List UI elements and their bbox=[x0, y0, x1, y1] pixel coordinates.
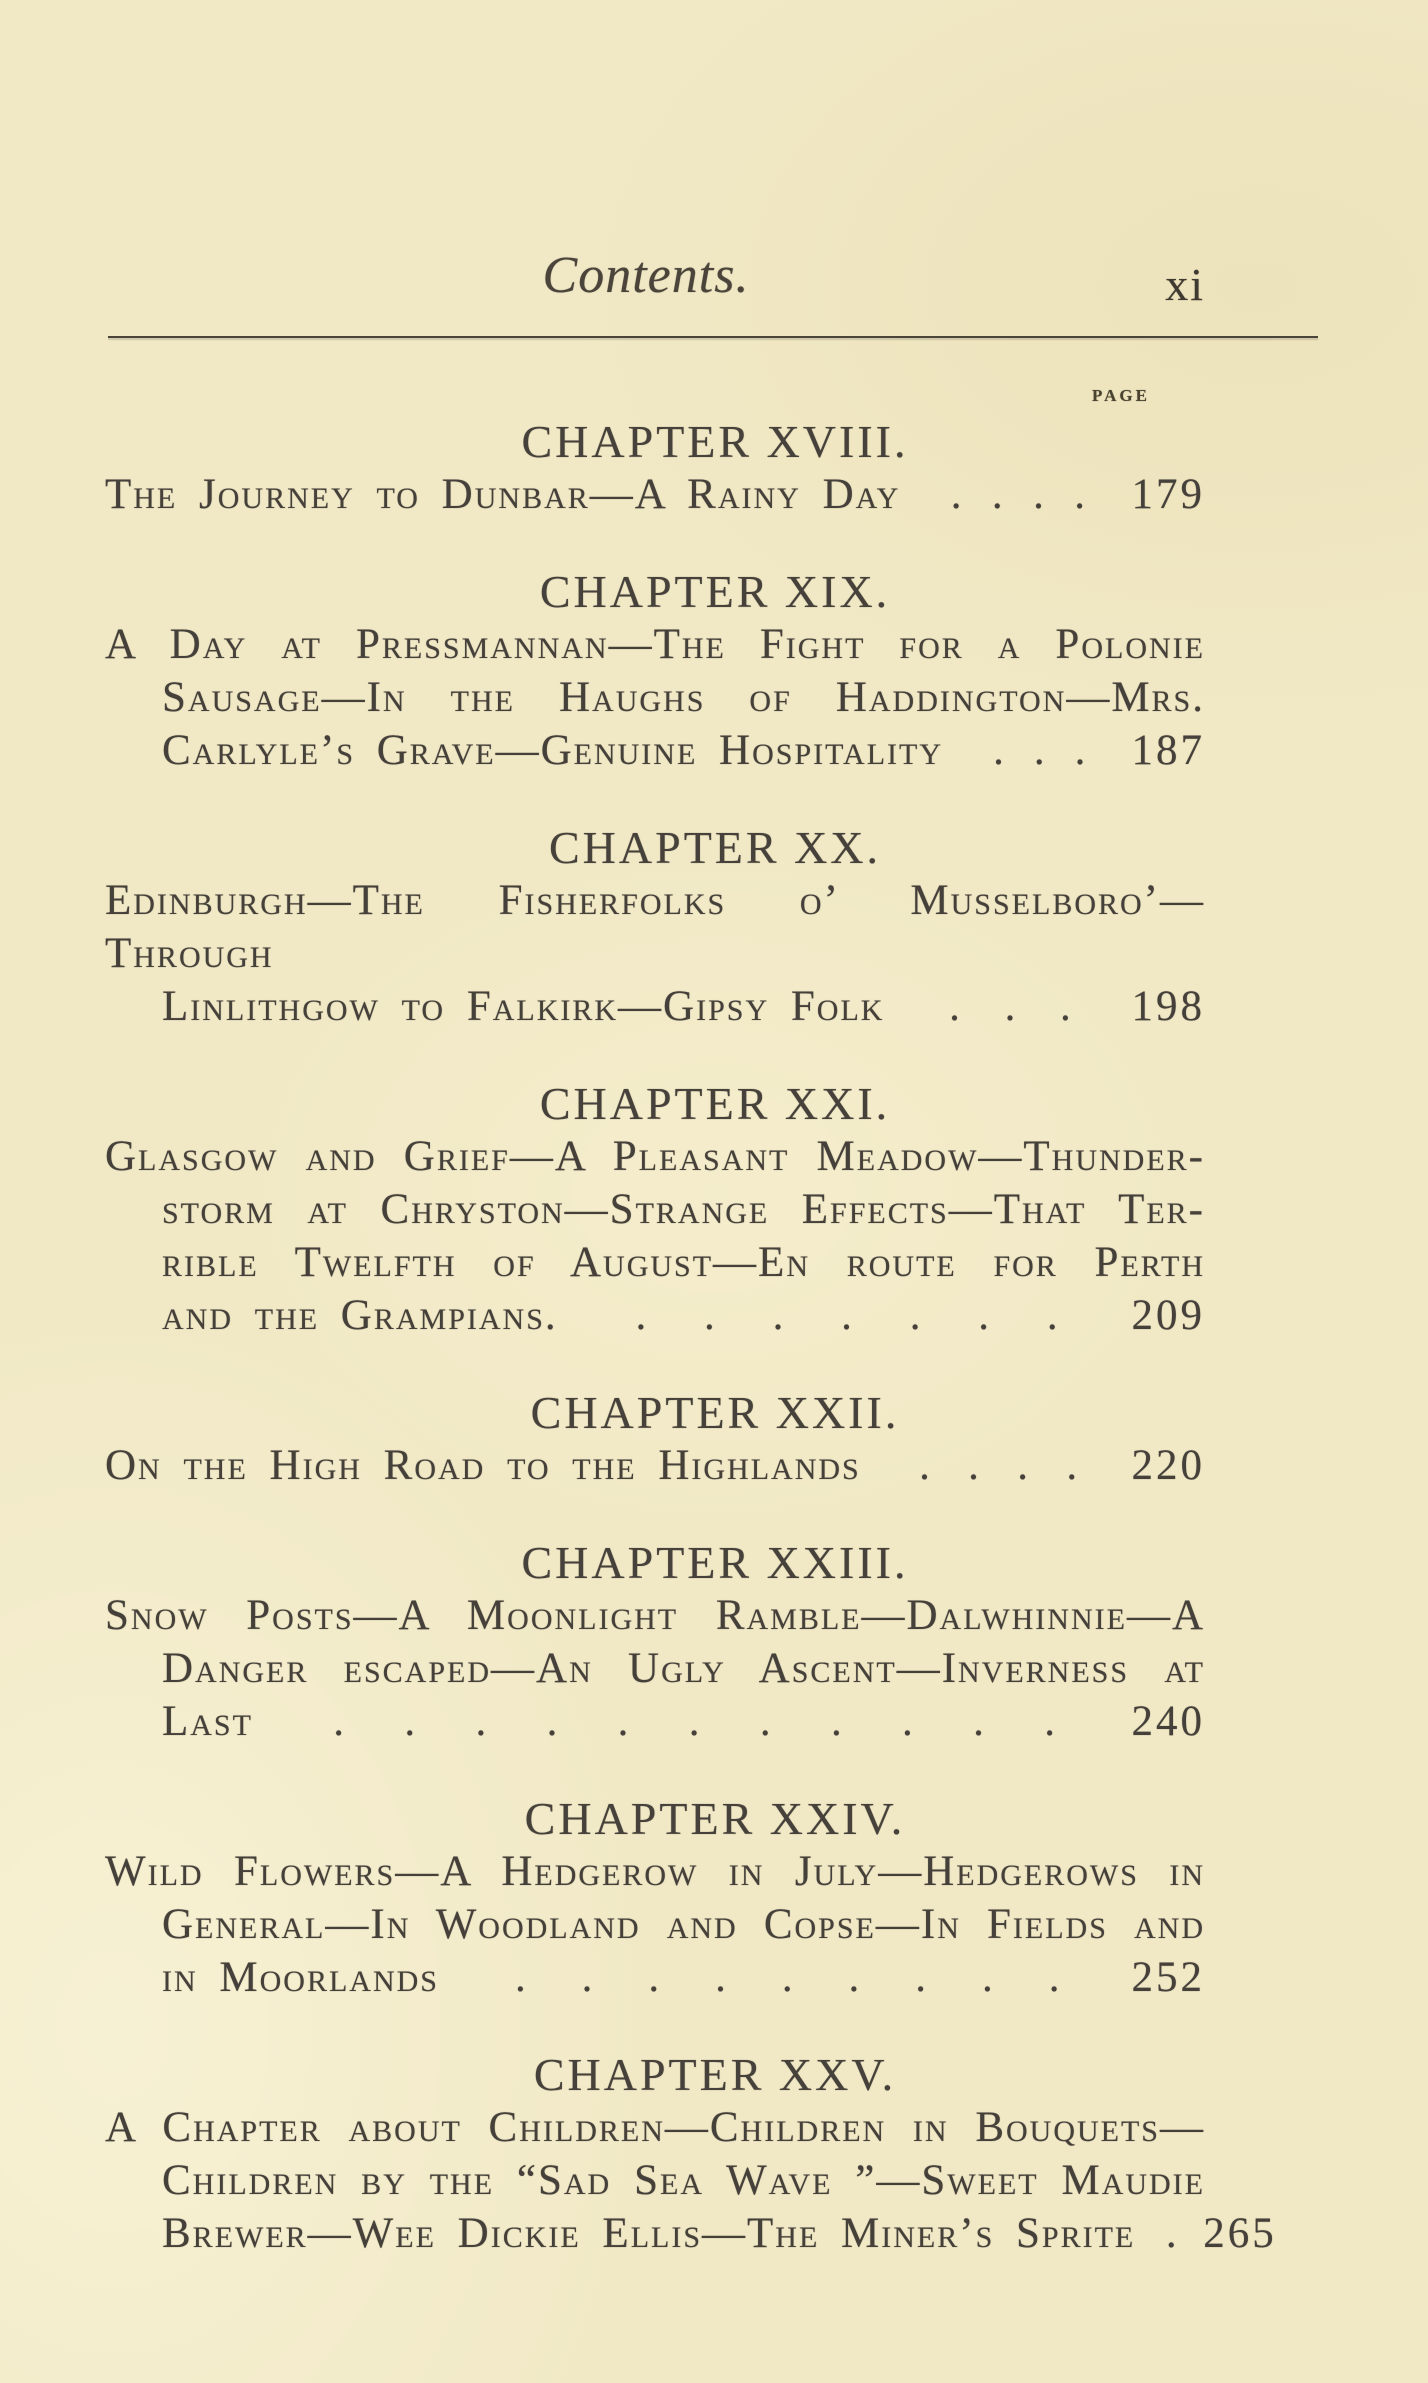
leader-dot: . bbox=[781, 1954, 795, 2001]
entry-text: A Day at Pressmannan—The Fight for a Polonie bbox=[105, 621, 1205, 668]
entry-page-number: 209 bbox=[1131, 1292, 1205, 1339]
entry-text: Last bbox=[162, 1698, 253, 1745]
page-column-label: PAGE bbox=[1092, 386, 1150, 405]
leader-dot: . bbox=[830, 1698, 844, 1745]
leader-dot: . bbox=[949, 983, 962, 1030]
entry-text: Danger escaped—An Ugly Ascent—Inverness at bbox=[162, 1645, 1205, 1692]
entry-text: General—In Woodland and Copse—In Fields and bbox=[162, 1901, 1205, 1948]
toc-entry-line bbox=[105, 1951, 1205, 2004]
leader-dot: . bbox=[1074, 727, 1088, 774]
toc-chapter bbox=[105, 1536, 1325, 1748]
leader-dot: . bbox=[333, 1698, 347, 1745]
dot-leader bbox=[943, 724, 1131, 777]
entry-text: Sausage—In the Haughs of Haddington—Mrs. bbox=[162, 674, 1205, 721]
leader-dot: . bbox=[991, 471, 1005, 518]
toc-entry-line bbox=[105, 1589, 1205, 1642]
toc-chapter bbox=[105, 1386, 1325, 1492]
chapter-heading: CHAPTER XXII. bbox=[530, 1387, 900, 1438]
entry-text: Snow Posts—A Moonlight Ramble—Dalwhinnie—A bbox=[105, 1592, 1205, 1639]
leader-dot: . bbox=[848, 1954, 862, 2001]
chapter-heading: CHAPTER XXIII. bbox=[521, 1537, 909, 1588]
leader-dot: . bbox=[993, 727, 1006, 774]
leader-dot: . bbox=[514, 1954, 528, 2001]
entry-text: Brewer—Wee Dickie Ellis—The Miner’s Sprite bbox=[162, 2210, 1136, 2257]
entry-text: Wild Flowers—A Hedgerow in July—Hedgerows in bbox=[105, 1848, 1205, 1895]
toc-entry-line bbox=[105, 874, 1205, 980]
leader-dot: . bbox=[1044, 1698, 1057, 1745]
toc-entry-line bbox=[105, 1183, 1205, 1236]
leader-dot: . bbox=[715, 1954, 728, 2001]
toc-entry-line bbox=[105, 1236, 1205, 1289]
entry-text: storm at Chryston—Strange Effects—That Ter- bbox=[162, 1186, 1205, 1233]
dot-leader bbox=[861, 1439, 1132, 1492]
leader-dot: . bbox=[617, 1698, 631, 1745]
leader-dot: . bbox=[404, 1698, 418, 1745]
entry-text: Edinburgh—The Fisherfolks o’ Musselboro’—Through bbox=[105, 877, 1205, 977]
dot-leader bbox=[1135, 2207, 1203, 2260]
leader-dot: . bbox=[688, 1698, 702, 1745]
leader-dot: . bbox=[475, 1698, 489, 1745]
entry-text: Carlyle’s Grave—Genuine Hospitality bbox=[162, 727, 944, 774]
toc-entry-line bbox=[105, 1642, 1205, 1695]
leader-dot: . bbox=[1033, 727, 1047, 774]
running-title: Contents. bbox=[542, 247, 750, 304]
folio-page-number: xi bbox=[1165, 259, 1205, 310]
leader-dot: . bbox=[1004, 983, 1018, 1030]
entry-page-number: 220 bbox=[1131, 1442, 1205, 1489]
chapter-heading: CHAPTER XVIII. bbox=[521, 416, 909, 467]
leader-dot: . bbox=[950, 471, 964, 518]
leader-dot: . bbox=[772, 1292, 786, 1339]
toc-entry-line bbox=[105, 618, 1205, 671]
leader-dot: . bbox=[1048, 1954, 1062, 2001]
leader-dot: . bbox=[1165, 2210, 1179, 2257]
dot-leader bbox=[253, 1695, 1132, 1748]
leader-dot: . bbox=[635, 1292, 649, 1339]
entry-text: Glasgow and Grief—A Pleasant Meadow—Thunder- bbox=[105, 1133, 1205, 1180]
entry-text: rible Twelfth of August—En route for Perth bbox=[162, 1239, 1205, 1286]
chapter-heading: CHAPTER XX. bbox=[548, 822, 882, 873]
leader-dot: . bbox=[704, 1292, 717, 1339]
leader-dot: . bbox=[1060, 983, 1073, 1030]
toc-entry-line bbox=[105, 671, 1205, 724]
toc-entry-line bbox=[105, 2101, 1205, 2154]
entry-page-number: 187 bbox=[1131, 727, 1205, 774]
leader-dot: . bbox=[1046, 1292, 1060, 1339]
leader-dot: . bbox=[1074, 471, 1088, 518]
chapter-heading: CHAPTER XXIV. bbox=[524, 1793, 906, 1844]
toc-entry-line bbox=[105, 2154, 1205, 2207]
entry-text: in Moorlands bbox=[162, 1954, 439, 2001]
entry-page-number: 265 bbox=[1203, 2210, 1277, 2257]
toc-chapter bbox=[105, 2048, 1325, 2260]
leader-dot: . bbox=[581, 1954, 595, 2001]
entry-text: A Chapter about Children—Children in Bouquets— bbox=[105, 2104, 1205, 2151]
chapter-heading: CHAPTER XIX. bbox=[539, 566, 891, 617]
leader-dot: . bbox=[978, 1292, 992, 1339]
toc-entry-line bbox=[105, 724, 1205, 777]
leader-dot: . bbox=[909, 1292, 923, 1339]
leader-dot: . bbox=[1017, 1442, 1031, 1489]
table-of-contents bbox=[105, 400, 1325, 2260]
entry-text: The Journey to Dunbar—A Rainy Day bbox=[105, 471, 901, 518]
toc-chapter bbox=[105, 415, 1325, 521]
leader-dot: . bbox=[841, 1292, 854, 1339]
toc-entry-line bbox=[105, 1845, 1205, 1898]
entry-text: and the Grampians. bbox=[162, 1292, 558, 1339]
leader-dot: . bbox=[1066, 1442, 1080, 1489]
leader-dot: . bbox=[919, 1442, 932, 1489]
leader-dot: . bbox=[759, 1698, 773, 1745]
toc-chapter bbox=[105, 565, 1325, 777]
toc-entry-line bbox=[105, 980, 1205, 1033]
leader-dot: . bbox=[915, 1954, 929, 2001]
header-rule bbox=[108, 336, 1318, 338]
dot-leader bbox=[439, 1951, 1132, 2004]
entry-text: Children by the “Sad Sea Wave ”—Sweet Maudie bbox=[162, 2157, 1205, 2204]
leader-dot: . bbox=[1033, 471, 1046, 518]
toc-entry-line bbox=[105, 1289, 1205, 1342]
dot-leader bbox=[900, 468, 1131, 521]
toc-entry-line bbox=[105, 1695, 1205, 1748]
leader-dot: . bbox=[546, 1698, 560, 1745]
entry-page-number: 240 bbox=[1131, 1698, 1205, 1745]
toc-entry-line bbox=[105, 468, 1205, 521]
dot-leader bbox=[884, 980, 1131, 1033]
toc-entry-line bbox=[105, 1130, 1205, 1183]
toc-entry-line bbox=[105, 1898, 1205, 1951]
chapter-heading: CHAPTER XXV. bbox=[533, 2049, 897, 2100]
toc-entry-line bbox=[105, 2207, 1277, 2260]
toc-chapter bbox=[105, 821, 1325, 1033]
leader-dot: . bbox=[973, 1698, 986, 1745]
leader-dot: . bbox=[648, 1954, 662, 2001]
entry-page-number: 179 bbox=[1131, 471, 1205, 518]
toc-chapter bbox=[105, 1792, 1325, 2004]
leader-dot: . bbox=[981, 1954, 995, 2001]
chapter-heading: CHAPTER XXI. bbox=[539, 1078, 891, 1129]
leader-dot: . bbox=[968, 1442, 981, 1489]
entry-page-number: 198 bbox=[1131, 983, 1205, 1030]
entry-text: On the High Road to the Highlands bbox=[105, 1442, 861, 1489]
toc-chapter bbox=[105, 1077, 1325, 1342]
entry-page-number: 252 bbox=[1131, 1954, 1205, 2001]
entry-text: Linlithgow to Falkirk—Gipsy Folk bbox=[162, 983, 885, 1030]
leader-dot: . bbox=[902, 1698, 915, 1745]
toc-entry-line bbox=[105, 1439, 1205, 1492]
dot-leader bbox=[558, 1289, 1132, 1342]
